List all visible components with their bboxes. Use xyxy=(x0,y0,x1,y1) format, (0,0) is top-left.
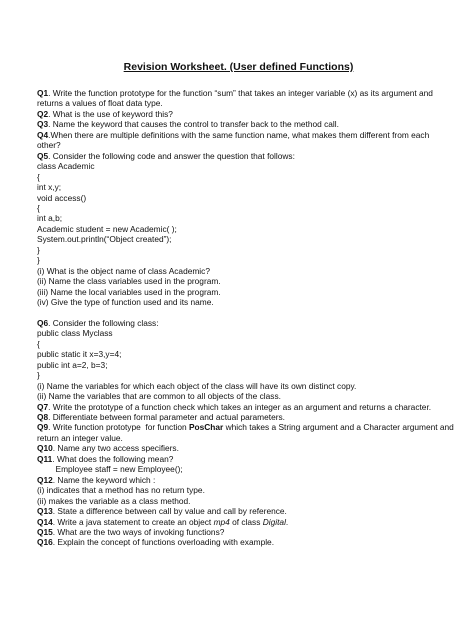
text-line xyxy=(37,391,440,401)
text-line xyxy=(37,151,440,161)
text-line xyxy=(37,402,440,412)
line-text: . Write a java statement to create an object xyxy=(52,516,214,527)
text-line xyxy=(37,412,440,422)
text-line xyxy=(37,360,440,370)
text-line xyxy=(37,109,440,119)
text-line xyxy=(37,506,440,516)
line-text: . Write the function prototype for the function “sum” that takes an integer variable (x) as its argument and xyxy=(48,88,433,98)
question-number: PosChar xyxy=(188,422,224,433)
line-text: (ii) Name the class variables used in the program. xyxy=(37,276,221,287)
line-text: . Name the keyword which : xyxy=(52,474,156,485)
question-number: Q4 xyxy=(37,129,49,140)
question-number: Q15 xyxy=(37,527,53,538)
text-line xyxy=(37,339,440,349)
text-line xyxy=(37,161,440,171)
text-line xyxy=(37,485,440,495)
text-line xyxy=(37,255,440,265)
text-line xyxy=(37,182,440,192)
line-text: (iv) Give the type of function used and its name. xyxy=(37,297,214,308)
text-line xyxy=(37,234,440,244)
question-number: Q3 xyxy=(37,119,49,130)
text-line xyxy=(37,433,440,443)
question-number: Q9 xyxy=(37,422,49,433)
line-text: return an integer value. xyxy=(37,432,123,443)
line-text: { xyxy=(37,171,40,182)
question-number: Q7 xyxy=(37,401,49,412)
line-text: public int a=2, b=3; xyxy=(37,359,108,370)
worksheet-content xyxy=(37,88,454,548)
line-text: System.out.println(“Object created”); xyxy=(37,234,172,245)
text-line xyxy=(37,276,440,286)
line-text: . Name the keyword that causes the control to transfer back to the method call. xyxy=(48,119,339,130)
text-line xyxy=(37,464,440,474)
text-line xyxy=(37,517,440,527)
line-text: . Name any two access specifiers. xyxy=(52,443,179,454)
line-text: { xyxy=(37,202,40,213)
question-number: Q6 xyxy=(37,317,49,328)
question-number: Q5 xyxy=(37,150,49,161)
line-text: (ii) Name the variables that are common to all objects of the class. xyxy=(37,391,281,402)
text-line xyxy=(37,454,440,464)
text-line xyxy=(37,245,440,255)
line-text: int a,b; xyxy=(37,213,63,224)
text-line xyxy=(37,349,440,359)
line-text: returns a values of float data type. xyxy=(37,98,163,109)
line-text: (i) What is the object name of class Academic? xyxy=(37,265,210,276)
line-text: . What does the following mean? xyxy=(52,453,174,464)
question-number: Q8 xyxy=(37,412,49,423)
text-line xyxy=(37,140,440,150)
line-text: { xyxy=(37,338,40,349)
line-text: (i) Name the variables for which each object of the class will have its own distinct copy. xyxy=(37,380,357,391)
line-text: . Differentiate between formal parameter and actual parameters. xyxy=(48,412,285,423)
text-line xyxy=(37,475,440,485)
text-line xyxy=(37,98,440,108)
italic-text: Digital xyxy=(262,516,286,527)
line-text: . State a difference between call by value and call by reference. xyxy=(52,506,287,517)
line-text: int x,y; xyxy=(37,182,62,193)
blank-line xyxy=(37,308,440,318)
line-text: which takes a String argument and a Character argument and xyxy=(223,422,454,433)
line-text: . Write function prototype for function xyxy=(48,422,189,433)
italic-text: mp4 xyxy=(213,516,230,527)
text-line xyxy=(37,328,440,338)
line-text: . What are the two ways of invoking functions? xyxy=(52,527,225,538)
text-line xyxy=(37,130,440,140)
line-text: other? xyxy=(37,140,61,151)
text-line xyxy=(37,496,440,506)
line-text: . Explain the concept of functions overloading with example. xyxy=(52,537,275,548)
line-text: . xyxy=(285,516,289,527)
line-text: . Write the prototype of a function check which takes an integer as an argument and returns a character. xyxy=(48,401,432,412)
line-text: .When there are multiple definitions with the same function name, what makes them different from each xyxy=(48,129,430,140)
line-text: Academic student = new Academic( ); xyxy=(37,223,177,234)
line-text: . Consider the following code and answer the question that follows: xyxy=(48,150,295,161)
line-text: Employee staff = new Employee(); xyxy=(37,464,183,475)
line-text: (ii) makes the variable as a class method. xyxy=(37,495,191,506)
question-number: Q13 xyxy=(37,506,53,517)
text-line xyxy=(37,527,440,537)
text-line xyxy=(37,203,440,213)
question-number: Q16 xyxy=(37,537,53,548)
question-number: Q1 xyxy=(37,88,49,98)
line-text: . Consider the following class: xyxy=(48,317,159,328)
text-line xyxy=(37,370,440,380)
text-line xyxy=(37,172,440,182)
line-text: public static it x=3,y=4; xyxy=(37,349,122,360)
text-line xyxy=(37,422,454,433)
text-line xyxy=(37,318,440,328)
line-text: } xyxy=(37,370,40,381)
question-number: Q10 xyxy=(37,443,53,454)
text-line xyxy=(37,266,440,276)
text-line xyxy=(37,537,440,547)
line-text: . What is the use of keyword this? xyxy=(48,108,173,119)
text-line xyxy=(37,297,440,307)
text-line xyxy=(37,287,440,297)
question-number: Q2 xyxy=(37,108,49,119)
text-line xyxy=(37,443,440,453)
line-text: class Academic xyxy=(37,161,95,172)
text-line xyxy=(37,88,440,98)
text-line xyxy=(37,224,440,234)
text-line xyxy=(37,213,440,223)
line-text: (iii) Name the local variables used in the program. xyxy=(37,286,221,297)
worksheet-title: Revision Worksheet. (User defined Functions) xyxy=(123,61,354,73)
text-line xyxy=(37,381,440,391)
text-line xyxy=(37,119,440,129)
line-text: (i) indicates that a method has no return type. xyxy=(37,485,205,496)
line-text: } xyxy=(37,255,40,266)
line-text: of class xyxy=(229,516,263,527)
question-number: Q12 xyxy=(37,474,53,485)
text-line xyxy=(37,193,440,203)
question-number: Q14 xyxy=(37,516,53,527)
line-text: void access() xyxy=(37,192,87,203)
line-text: public class Myclass xyxy=(37,328,113,339)
line-text: } xyxy=(37,244,40,255)
question-number: Q11 xyxy=(37,453,53,464)
